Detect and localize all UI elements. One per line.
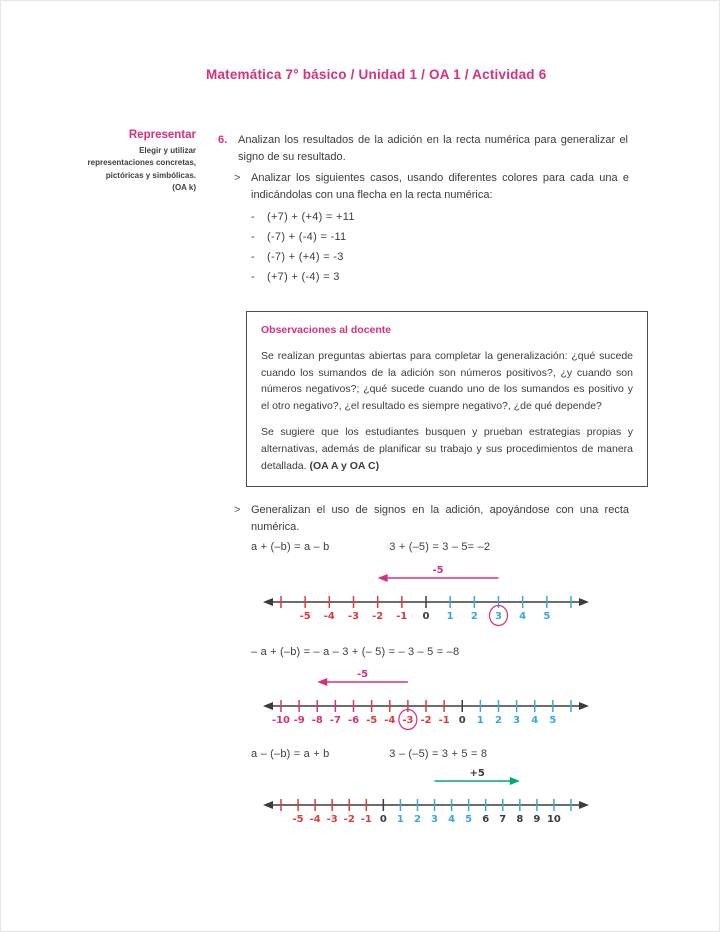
- svg-text:0: 0: [379, 813, 387, 825]
- svg-text:0: 0: [458, 715, 466, 727]
- svg-text:6: 6: [482, 813, 490, 825]
- teacher-observations-box: [246, 311, 648, 487]
- skill-heading: Representar: [128, 129, 196, 141]
- svg-text:4: 4: [448, 813, 456, 825]
- svg-text:-7: -7: [329, 715, 341, 727]
- svg-text:10: 10: [546, 813, 561, 825]
- activity-intro-text: Analizan los resultados de la adición en la recta numérica para generalizar el signo de su resultado.: [238, 134, 628, 163]
- observations-oa-reference: (OA A y OA C): [309, 459, 380, 472]
- svg-text:-5: -5: [432, 564, 444, 576]
- svg-text:2: 2: [413, 813, 421, 825]
- observations-heading: Observaciones al docente: [261, 324, 392, 337]
- example-1: [251, 539, 649, 628]
- observations-paragraph-2: [261, 424, 633, 474]
- list-item: [251, 227, 649, 247]
- svg-text:5: 5: [543, 610, 551, 622]
- formula-numeric: 3 + (–5) = 3 – 5= –2: [389, 541, 491, 554]
- bullet-generalizan: [218, 502, 649, 535]
- svg-text:1: 1: [476, 715, 484, 727]
- list-dash: -: [251, 231, 255, 244]
- skill-oa-reference: (OA k): [172, 183, 196, 193]
- svg-text:3: 3: [513, 715, 521, 727]
- svg-text:-1: -1: [360, 813, 372, 825]
- bullet-analizar-text: Analizar los siguientes casos, usando diferentes colores para cada una e indicándolas con una flecha en la recta numérica:: [251, 172, 629, 201]
- svg-text:+5: +5: [469, 767, 485, 779]
- svg-text:-2: -2: [372, 610, 384, 622]
- svg-text:-3: -3: [326, 813, 338, 825]
- svg-text:-6: -6: [347, 715, 360, 727]
- svg-text:2: 2: [495, 715, 502, 727]
- svg-text:5: 5: [549, 715, 557, 727]
- example-2: [251, 644, 649, 733]
- svg-text:-2: -2: [343, 813, 355, 825]
- activity-content: [218, 132, 649, 831]
- formula-general: a – (–b) = a + b: [251, 748, 330, 761]
- number-line-1: [261, 558, 591, 628]
- svg-text:-3: -3: [347, 610, 360, 622]
- case-equation: (+7) + (+4) = +11: [267, 211, 355, 223]
- list-item: [251, 247, 649, 267]
- bullet-marker: >: [234, 172, 241, 184]
- svg-text:1: 1: [396, 813, 404, 825]
- svg-text:1: 1: [446, 610, 454, 622]
- svg-text:-5: -5: [299, 610, 311, 622]
- skill-description: [83, 145, 196, 195]
- bullet-generalizan-text: Generalizan el uso de signos en la adición, apoyándose con una recta numérica.: [251, 504, 629, 533]
- svg-text:-4: -4: [323, 610, 335, 622]
- svg-text:-4: -4: [384, 715, 396, 727]
- number-line-3: [261, 765, 591, 831]
- svg-text:-9: -9: [293, 715, 305, 727]
- svg-text:-5: -5: [366, 715, 378, 727]
- svg-text:-4: -4: [309, 813, 321, 825]
- observations-paragraph-1: Se realizan preguntas abiertas para completar la generalización: ¿qué sucede cuando los sumandos de la adición son números positivos?, ¿y cuando son números negativos?; ¿qué sucede cuando uno de los sumandos es positivo y el otro negativo?, ¿el resultado es siempre negativo?, ¿de qué depende?: [261, 349, 633, 413]
- formula-general: – a + (–b) = – a – 3 + (– 5) = – 3 – 5 = –8: [251, 645, 460, 658]
- svg-text:-1: -1: [438, 715, 450, 727]
- case-equation: (-7) + (+4) = -3: [267, 251, 344, 264]
- svg-text:-5: -5: [357, 669, 369, 681]
- example-2-equations: [251, 644, 649, 661]
- svg-text:9: 9: [533, 813, 541, 825]
- formula-numeric: 3 – (–5) = 3 + 5 = 8: [389, 748, 488, 761]
- list-dash: -: [251, 251, 255, 264]
- bullet-analizar: [218, 170, 649, 203]
- formula-general: a + (–b) = a – b: [251, 541, 330, 554]
- list-item: [251, 207, 649, 227]
- svg-text:-8: -8: [311, 715, 323, 727]
- activity-number: 6.: [218, 134, 228, 146]
- svg-text:3: 3: [495, 610, 502, 622]
- svg-text:7: 7: [499, 813, 507, 825]
- svg-text:0: 0: [422, 610, 430, 622]
- example-3: [251, 746, 649, 831]
- skill-description-text: Elegir y utilizar representaciones concretas, pictóricas y simbólicas.: [87, 146, 196, 180]
- example-1-equations: [251, 539, 649, 556]
- svg-text:-2: -2: [420, 715, 432, 727]
- page-title: Matemática 7° básico / Unidad 1 / OA 1 / Actividad 6: [206, 67, 547, 82]
- case-equation: (-7) + (-4) = -11: [267, 231, 347, 244]
- addition-cases-list: [251, 207, 649, 287]
- svg-text:3: 3: [431, 813, 439, 825]
- svg-text:4: 4: [519, 610, 527, 622]
- number-line-2: [261, 662, 591, 732]
- svg-text:5: 5: [465, 813, 473, 825]
- svg-text:-5: -5: [292, 813, 304, 825]
- bullet-marker: >: [234, 504, 241, 517]
- svg-text:4: 4: [531, 715, 539, 727]
- svg-text:2: 2: [470, 610, 478, 622]
- list-dash: -: [251, 271, 255, 284]
- svg-text:-1: -1: [396, 610, 408, 622]
- svg-text:-10: -10: [271, 715, 291, 727]
- case-equation: (+7) + (-4) = 3: [267, 271, 340, 284]
- observations-paragraph-2-text: Se sugiere que los estudiantes busquen y prueban estrategias propias y alternativas, además de planificar su trabajo y sus procedimientos de manera detallada.: [261, 426, 633, 472]
- svg-text:-3: -3: [402, 715, 414, 727]
- activity-intro: [218, 132, 649, 165]
- example-3-equations: [251, 746, 649, 763]
- sidebar-skill-block: [83, 129, 196, 195]
- svg-text:8: 8: [516, 813, 524, 825]
- list-dash: -: [251, 211, 255, 223]
- list-item: [251, 267, 649, 287]
